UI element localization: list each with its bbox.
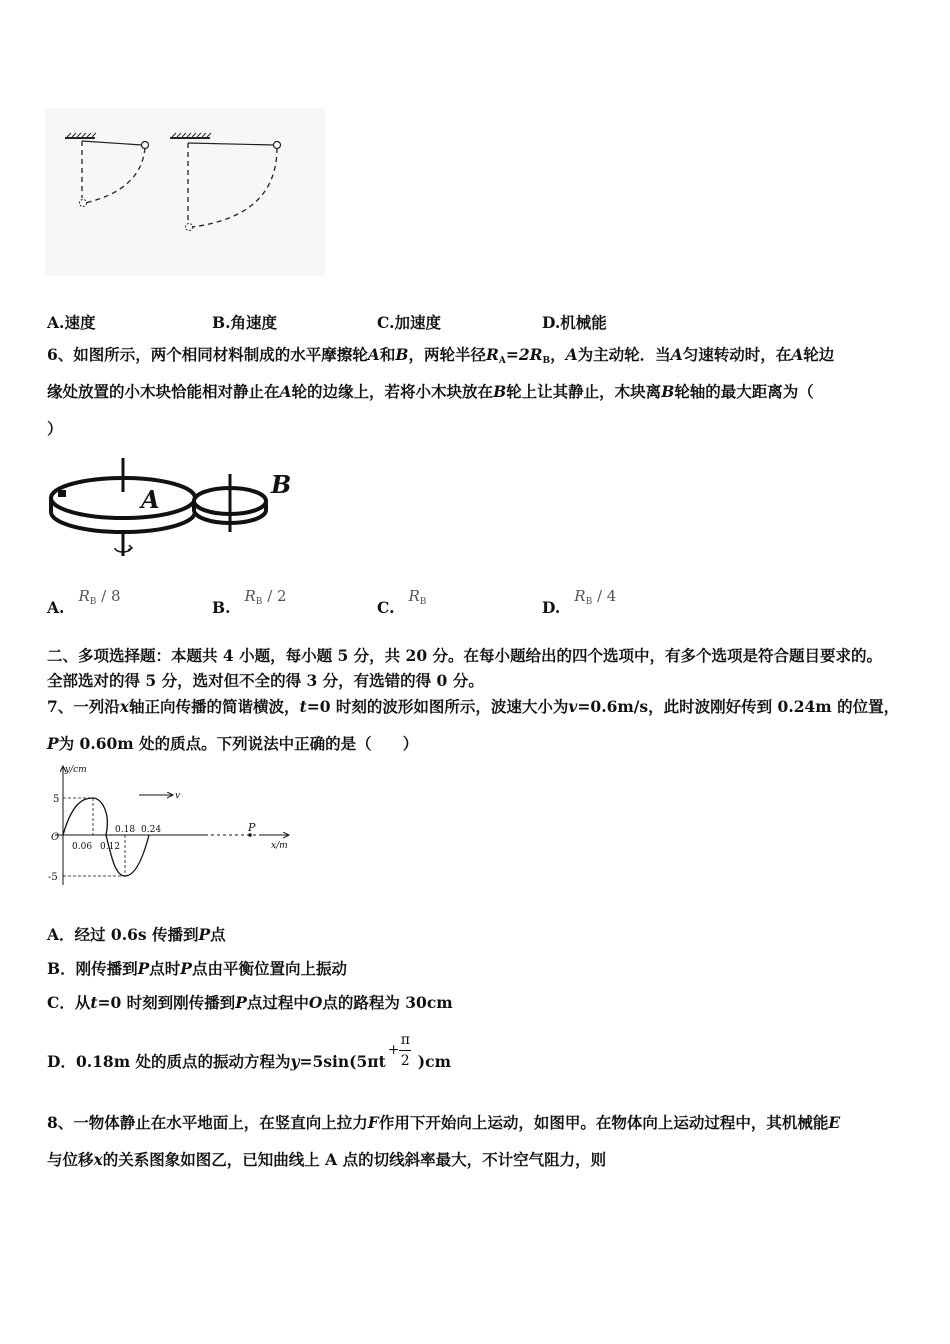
q5-option-a[interactable] xyxy=(47,311,95,333)
q8-stem-line2: 与位移x的关系图象如图乙，已知曲线上 A 点的切线斜率最大，不计空气阻力，则 xyxy=(47,1150,607,1169)
q7-stem-line1: 7、一列沿x轴正向传播的简谐横波，t=0 时刻的波形如图所示，波速大小为v=0.6m/s，此时波刚好传到 0.24m 的位置， xyxy=(47,697,900,716)
q7-option-d[interactable]: D．0.18m 处的质点的振动方程为y=5sin(5πt + π 2 )cm xyxy=(47,1032,451,1071)
y-axis-label: y/cm xyxy=(65,765,87,775)
q5-option-d[interactable] xyxy=(542,311,607,333)
q6-stem-line2: 缘处放置的小木块恰能相对静止在A轮的边缘上，若将小木块放在B轮上让其静止，木块离B轮轴的最大距离为（ xyxy=(47,382,814,401)
origin-label: O xyxy=(51,832,60,843)
wheel-b xyxy=(194,474,266,532)
y-bottom-tick: -5 xyxy=(48,872,58,883)
wave-curve xyxy=(63,798,149,876)
q6-option-c[interactable]: $C.R_B$ xyxy=(377,587,427,617)
q5-option-d-text: 机械能 xyxy=(560,313,607,332)
q5-option-b[interactable] xyxy=(212,311,277,333)
x-tick-0.18: 0.18 xyxy=(115,825,136,835)
q5-option-c-letter: C. xyxy=(377,313,395,332)
q5-option-a-text: 速度 xyxy=(64,313,96,332)
q6-option-b[interactable]: $B.R_B / 2$ xyxy=(212,587,287,617)
y-top-tick: 5 xyxy=(53,794,60,805)
q5-option-c[interactable] xyxy=(377,311,441,333)
point-p-label: P xyxy=(248,821,256,834)
wheel-a xyxy=(51,458,195,556)
q8-stem-line1: 8、一物体静止在水平地面上，在竖直向上拉力F作用下开始向上运动，如图甲。在物体向上运动过程中，其机械能E xyxy=(47,1113,841,1132)
q6-option-a[interactable]: $A.R_B / 8$ xyxy=(47,587,121,617)
q7-option-c[interactable]: C．从t=0 时刻到刚传播到P点过程中O点的路程为 30cm xyxy=(47,993,453,1012)
wheel-b-label: B xyxy=(271,470,292,499)
q5-option-a-letter: A. xyxy=(47,313,65,332)
x-tick-0.06: 0.06 xyxy=(72,842,93,852)
small-block xyxy=(58,490,66,497)
x-axis-label: x/m xyxy=(271,841,288,851)
q6-stem-line1: 6、如图所示，两个相同材料制成的水平摩擦轮A和B，两轮半径$R_A=2R_B$，A为主动轮．当A匀速转动时，在A轮边 xyxy=(47,345,835,366)
q7-option-b[interactable]: B．刚传播到P点时P点由平衡位置向上振动 xyxy=(47,959,347,978)
x-tick-0.24: 0.24 xyxy=(141,825,162,835)
velocity-label: v xyxy=(175,791,181,801)
pendulum-figure xyxy=(45,108,325,276)
q5-option-d-letter: D. xyxy=(542,313,561,332)
q6-option-d[interactable]: $D.R_B / 4$ xyxy=(542,587,617,617)
wheel-a-label: A xyxy=(141,485,160,514)
section2-line1: 二、多项选择题：本题共 4 小题，每小题 5 分，共 20 分。在每小题给出的四个选项中，有多个选项是符合题目要求的。 xyxy=(47,646,883,665)
q5-option-c-text: 加速度 xyxy=(394,313,441,332)
q5-option-b-text: 角速度 xyxy=(230,313,278,332)
q6-stem-line3: ） xyxy=(47,419,63,438)
q7-option-a[interactable]: A．经过 0.6s 传播到P点 xyxy=(47,925,226,944)
q7-stem-line2: P为 0.60m 处的质点。下列说法中正确的是（ ） xyxy=(47,734,419,753)
friction-wheels-figure xyxy=(45,452,305,570)
x-tick-0.12: 0.12 xyxy=(100,842,121,852)
wave-graph xyxy=(45,760,295,892)
section2-line2: 全部选对的得 5 分，选对但不全的得 3 分，有选错的得 0 分。 xyxy=(47,671,484,690)
q5-option-b-letter: B. xyxy=(212,313,231,332)
